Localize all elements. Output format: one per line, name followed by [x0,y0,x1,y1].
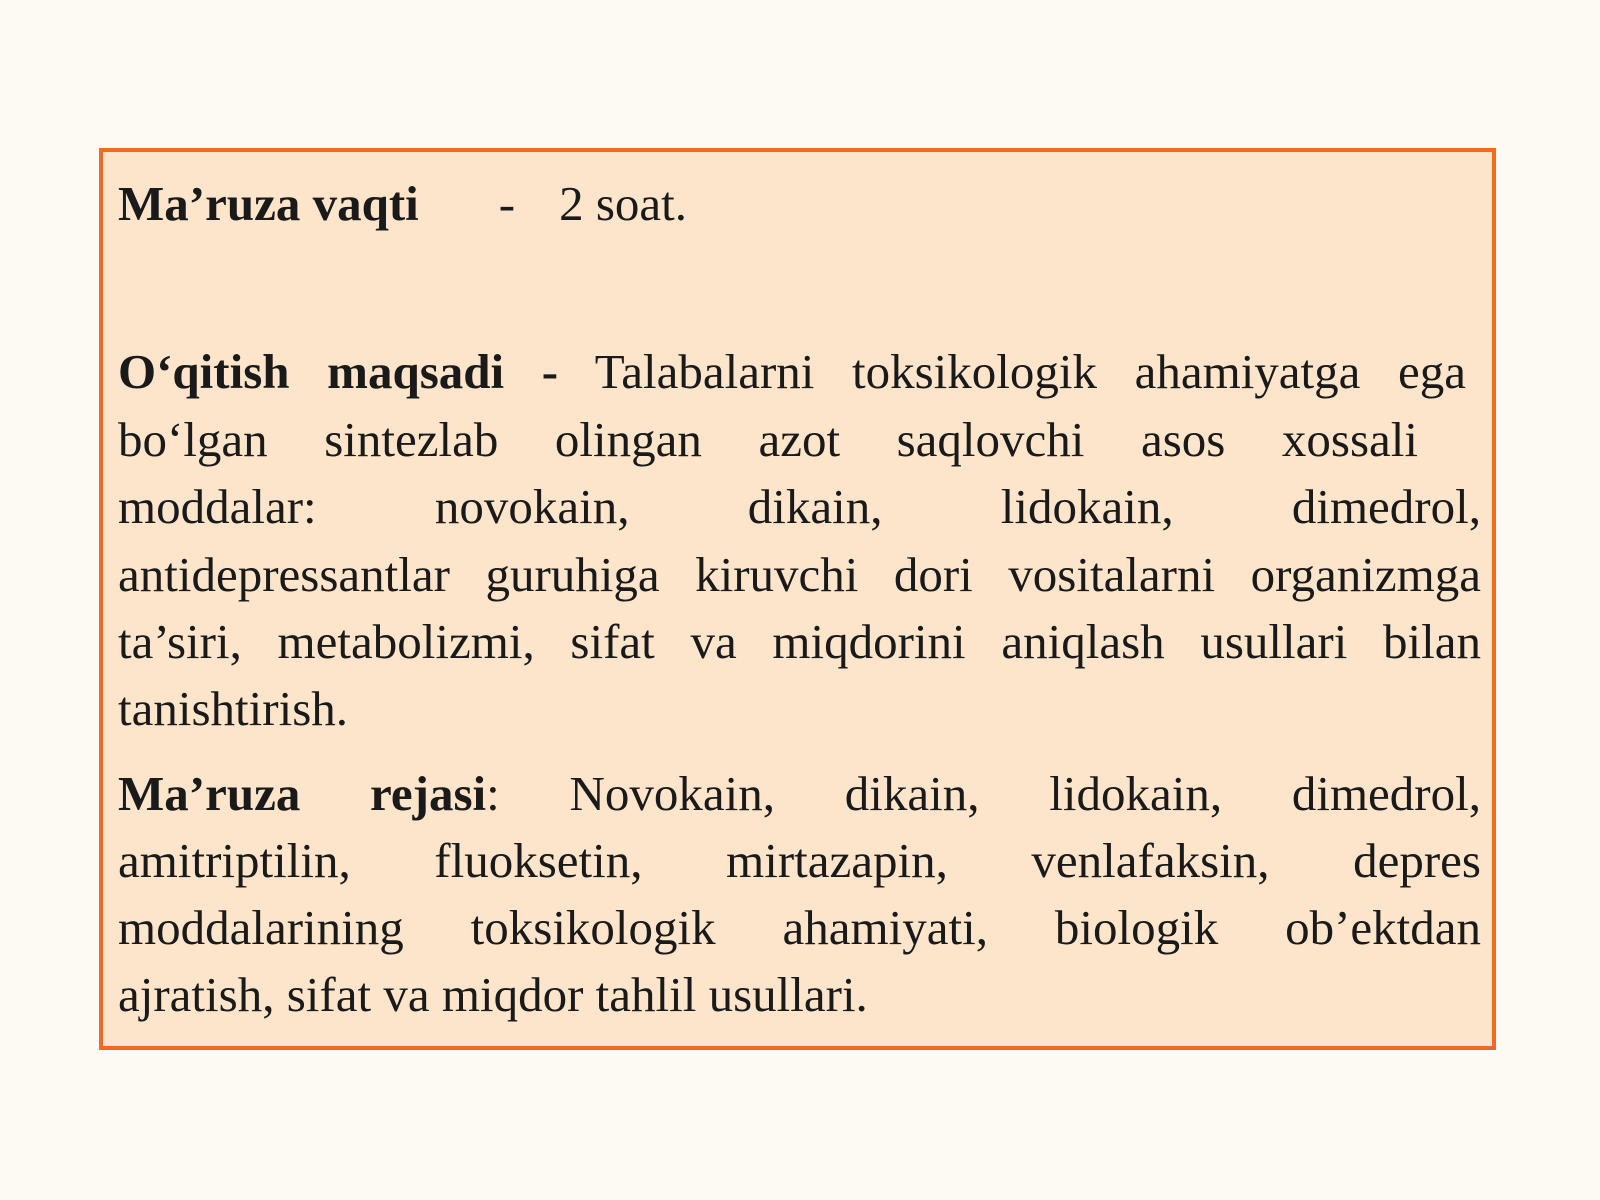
goal-line-3 [118,473,1481,541]
lecture-time-label: Ma’ruza vaqti [118,176,419,231]
lecture-time-value: 2 soat. [559,176,688,231]
goal-text-4: antidepressantlar guruhiga kiruvchi dori vositalarni organizmga [118,547,1481,602]
plan-text-2: amitriptilin, fluoksetin, mirtazapin, venlafaksin, depres [118,833,1481,888]
plan-line-4 [118,961,1481,1029]
plan-line-1 [118,760,1481,828]
plan-line-3 [118,894,1481,962]
plan-line-2 [118,827,1481,895]
plan-colon: : [486,766,500,821]
plan-text-1: Novokain, dikain, lidokain, dimedrol, [569,766,1481,821]
plan-text-3: moddalarining toksikologik ahamiyati, biologik ob’ektdan [118,900,1481,955]
goal-text-6: tanishtirish. [118,681,349,736]
plan-label: Ma’ruza rejasi [118,766,487,821]
goal-text-2: bo‘lgan sintezlab olingan azot saqlovchi asos xossali [118,412,1418,467]
goal-line-1 [118,338,1466,406]
lecture-time-line [118,170,1481,238]
goal-text-3: moddalar: novokain, dikain, lidokain, dimedrol, [118,479,1481,534]
goal-line-4 [118,541,1481,609]
plan-text-4: ajratish, sifat va miqdor tahlil usullari. [118,967,868,1022]
goal-line-2 [118,406,1418,474]
goal-line-6 [118,675,1481,743]
goal-text-1: Talabalarni toksikologik ahamiyatga ega [594,344,1466,399]
goal-label: O‘qitish maqsadi - [118,344,559,399]
goal-line-5 [118,608,1481,676]
goal-text-5: ta’siri, metabolizmi, sifat va miqdorini aniqlash usullari bilan [118,614,1481,669]
lecture-time-dash: - [498,176,516,231]
